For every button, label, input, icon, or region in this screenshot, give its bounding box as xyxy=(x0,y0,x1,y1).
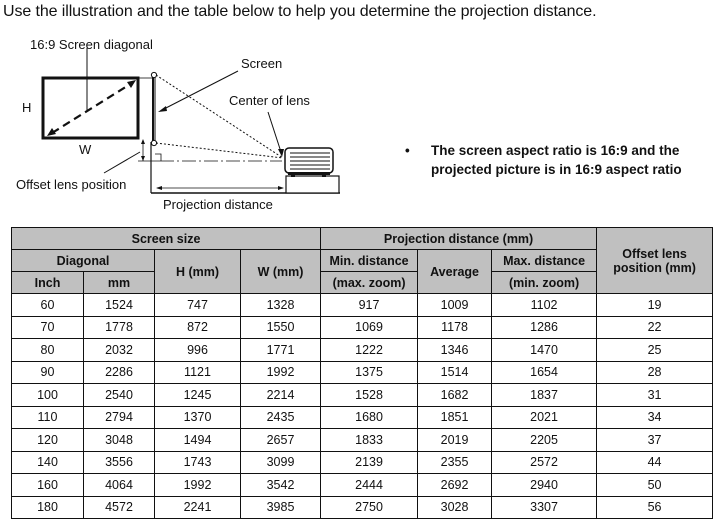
cell-h: 872 xyxy=(155,316,241,339)
cell-inch: 80 xyxy=(12,339,84,362)
cell-max: 1654 xyxy=(492,361,597,384)
cell-h: 1121 xyxy=(155,361,241,384)
cell-mm: 4572 xyxy=(84,496,155,519)
cell-h: 1245 xyxy=(155,384,241,407)
cell-inch: 100 xyxy=(12,384,84,407)
cell-avg: 2019 xyxy=(418,429,492,452)
cell-inch: 110 xyxy=(12,406,84,429)
cell-min: 1222 xyxy=(321,339,418,362)
table-row xyxy=(12,406,713,429)
aspect-ratio-note xyxy=(405,141,705,179)
cell-h: 747 xyxy=(155,294,241,317)
header-projection-distance: Projection distance (mm) xyxy=(321,228,597,250)
header-max-distance-sub: (min. zoom) xyxy=(492,272,597,294)
header-average: Average xyxy=(418,250,492,294)
header-screen-size: Screen size xyxy=(12,228,321,250)
cell-avg: 2692 xyxy=(418,474,492,497)
cell-h: 1494 xyxy=(155,429,241,452)
cell-mm: 2286 xyxy=(84,361,155,384)
projection-distance-table xyxy=(11,227,713,519)
header-min-distance: Min. distance xyxy=(321,250,418,272)
cell-h: 1743 xyxy=(155,451,241,474)
cell-min: 1375 xyxy=(321,361,418,384)
header-min-distance-sub: (max. zoom) xyxy=(321,272,418,294)
cell-offset: 37 xyxy=(597,429,713,452)
screen-diagonal-label: 16:9 Screen diagonal xyxy=(30,37,153,52)
table-row xyxy=(12,451,713,474)
projection-diagram xyxy=(0,30,360,220)
projection-distance-label: Projection distance xyxy=(163,197,273,212)
cell-avg: 1346 xyxy=(418,339,492,362)
cell-avg: 1009 xyxy=(418,294,492,317)
header-inch: Inch xyxy=(12,272,84,294)
table-row xyxy=(12,361,713,384)
cell-min: 917 xyxy=(321,294,418,317)
cell-mm: 1778 xyxy=(84,316,155,339)
cell-w: 2435 xyxy=(241,406,321,429)
header-h-mm: H (mm) xyxy=(155,250,241,294)
header-mm: mm xyxy=(84,272,155,294)
cell-min: 2750 xyxy=(321,496,418,519)
cell-max: 2205 xyxy=(492,429,597,452)
cell-min: 1528 xyxy=(321,384,418,407)
table-row xyxy=(12,384,713,407)
table-row xyxy=(12,429,713,452)
cell-inch: 140 xyxy=(12,451,84,474)
cell-avg: 3028 xyxy=(418,496,492,519)
cell-avg: 1682 xyxy=(418,384,492,407)
height-label: H xyxy=(22,100,32,115)
cell-avg: 1514 xyxy=(418,361,492,384)
cell-inch: 60 xyxy=(12,294,84,317)
cell-offset: 50 xyxy=(597,474,713,497)
cell-max: 2940 xyxy=(492,474,597,497)
projector-icon xyxy=(285,148,339,193)
cell-offset: 25 xyxy=(597,339,713,362)
cell-h: 1370 xyxy=(155,406,241,429)
cell-offset: 34 xyxy=(597,406,713,429)
cell-inch: 180 xyxy=(12,496,84,519)
cell-offset: 19 xyxy=(597,294,713,317)
cell-offset: 28 xyxy=(597,361,713,384)
cell-h: 1992 xyxy=(155,474,241,497)
cell-inch: 70 xyxy=(12,316,84,339)
note-text: The screen aspect ratio is 16:9 and the projected picture is in 16:9 aspect ratio xyxy=(431,143,682,177)
center-of-lens-label: Center of lens xyxy=(229,93,310,108)
table-row xyxy=(12,496,713,519)
table-body xyxy=(12,294,713,519)
cell-mm: 1524 xyxy=(84,294,155,317)
cell-h: 2241 xyxy=(155,496,241,519)
diagonal-arrow-icon xyxy=(52,83,132,133)
cell-w: 3985 xyxy=(241,496,321,519)
cell-w: 2657 xyxy=(241,429,321,452)
cell-mm: 2032 xyxy=(84,339,155,362)
cell-max: 2021 xyxy=(492,406,597,429)
table-row xyxy=(12,474,713,497)
table-row xyxy=(12,294,713,317)
cell-offset: 22 xyxy=(597,316,713,339)
cell-avg: 1178 xyxy=(418,316,492,339)
table-row xyxy=(12,316,713,339)
header-diagonal: Diagonal xyxy=(12,250,155,272)
cell-w: 2214 xyxy=(241,384,321,407)
cell-max: 1286 xyxy=(492,316,597,339)
width-label: W xyxy=(79,142,92,157)
cell-inch: 90 xyxy=(12,361,84,384)
cell-min: 1833 xyxy=(321,429,418,452)
header-offset-lens: Offset lens position (mm) xyxy=(597,228,713,294)
cell-w: 1328 xyxy=(241,294,321,317)
cell-w: 3542 xyxy=(241,474,321,497)
cell-w: 1771 xyxy=(241,339,321,362)
cell-mm: 2794 xyxy=(84,406,155,429)
cell-inch: 160 xyxy=(12,474,84,497)
cell-w: 1550 xyxy=(241,316,321,339)
cell-mm: 4064 xyxy=(84,474,155,497)
bullet-icon: • xyxy=(405,143,410,158)
cell-max: 1102 xyxy=(492,294,597,317)
cell-max: 3307 xyxy=(492,496,597,519)
header-w-mm: W (mm) xyxy=(241,250,321,294)
cell-min: 2139 xyxy=(321,451,418,474)
cell-mm: 2540 xyxy=(84,384,155,407)
cell-min: 2444 xyxy=(321,474,418,497)
cell-min: 1069 xyxy=(321,316,418,339)
cell-avg: 2355 xyxy=(418,451,492,474)
cell-mm: 3556 xyxy=(84,451,155,474)
cell-max: 1470 xyxy=(492,339,597,362)
cell-min: 1680 xyxy=(321,406,418,429)
cell-offset: 56 xyxy=(597,496,713,519)
cell-w: 1992 xyxy=(241,361,321,384)
intro-text: Use the illustration and the table below to help you determine the projection distance. xyxy=(3,3,597,20)
cell-offset: 31 xyxy=(597,384,713,407)
header-max-distance: Max. distance xyxy=(492,250,597,272)
cell-avg: 1851 xyxy=(418,406,492,429)
cell-inch: 120 xyxy=(12,429,84,452)
cell-max: 1837 xyxy=(492,384,597,407)
cell-offset: 44 xyxy=(597,451,713,474)
screen-label: Screen xyxy=(241,56,283,71)
cell-mm: 3048 xyxy=(84,429,155,452)
cell-h: 996 xyxy=(155,339,241,362)
table-row xyxy=(12,339,713,362)
cell-w: 3099 xyxy=(241,451,321,474)
offset-lens-position-label: Offset lens position xyxy=(16,177,127,192)
cell-max: 2572 xyxy=(492,451,597,474)
